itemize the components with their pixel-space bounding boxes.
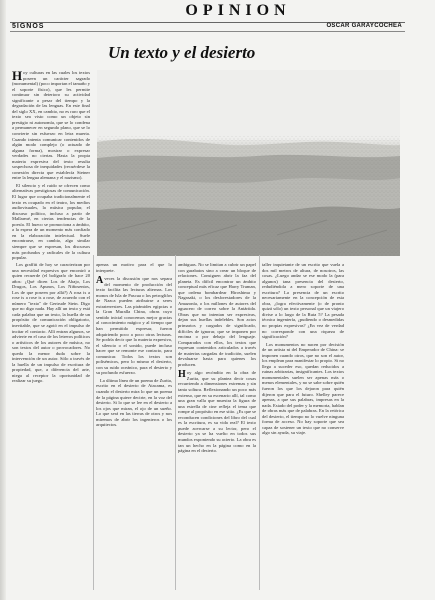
author-name: OSCAR GARAYCOCHEA xyxy=(326,23,402,29)
dropcap-h: H xyxy=(12,70,23,83)
column-gutter xyxy=(93,255,94,590)
paragraph: ambiguas. No se limitan a cubrir un papel con garabatos sino a crear un bloque de relaciones. Consiguen abrir la faz del planeta. Es difícil encontrar un ámbito conceptual más eficaz que Harry Truman, que ordena bombardear Hiroshima y Nagasaki, o los desforestadores de la Amazonía, o los millones de autores del aguacero de correo sobre la Antártida. Obras que no intentan ser expresivas, dejan sus huellas indelebles. Son actos primarios y cargados de significado, difíciles de ignorar, que se imponen por encima o por debajo del lenguaje. Comparados con ellos, los textos que expresan contenidos articulados a través de materias cargadas de tradición, suelen devaluarse hasta para quienes los producen. xyxy=(178,262,256,367)
headline: Un texto y el desierto xyxy=(108,43,256,62)
column-name: 5IGNOS xyxy=(12,23,45,30)
paragraph: oy algo recóndito en la obra de Zurita, que su plantea decir cosas recurriendo a dimensiones extremas y sin tanta soltura. Reflexionando un poco más extenso, que en su escenario allí, tal como una gran valla que muestra la figura de una estrella de cine refleja el tema que rompe al propósito en ese sitio. ¿Es que se reconducen condiciones del libro del cual es la escritura, es su vida real? El texto puede acercarse a su lector, pero el desierto ya se ha vuelto en todos sus mundos exponiendo su acierto. La obra es tan un hecho en la página como en la página en el desierto. xyxy=(178,370,256,454)
paragraph: El silencio y el ruido se ofrecen como alternativas prestigiosas de comunicación. El lugar que ocupaba tradicionalmente el texto es ocupado en el teatro, los medios audiovisuales, la música popular, el discurso político, incluso a partir de Mallarmé, en ciertas tendencias de la poesía. El hueco se promociona a ámbito, a la espera de un momento más confiado en la elaboración intelectual. Suele encontrarse, en cambio, algo similar siempre que se expresan, los discursos más profundos y radicales de la cultura popular. xyxy=(12,182,90,260)
section-title: OPINION xyxy=(185,2,291,19)
paragraph: La última línea de un poema de Zurita, escrito en el desierto de Atacama, es cuando el desierto mira lo que un poema de la página quiere decirte, en la voz del desierto. Si lo que se lee en el desierto a los ojos que miran, el ojo de un sueño. Lo que será en las tierras de otros y nos miremos de abrir los ingenieros o los arquitectos. xyxy=(96,377,172,428)
paragraph: veces la discusión que nos separa del momento de producción del texto facilita las lecturas alternas. Los monos de Isla de Pascua o los petroglifos de Nazca pueden atribuirse a seres extraterrestres. Las pirámides egipcias o la Gran Muralla China, obras cuyo sentido inicial conocemos mejor gracias al conocimiento mágico y al tiempo que han permitido expresar, fueron adquiriendo poco a poco otras lecturas. Se podría decir que la materia expresiva, el silencio o el sonido, puede incluso hacer que se remonte ese contacto, para comunicar. Todos los textos son polisémicos, pero lo mismo el desierto, con su ruido oceánico, para el desierto y su profundo esfuerzo. xyxy=(96,276,172,376)
desert-photo xyxy=(97,70,400,256)
scan-edge xyxy=(0,0,6,600)
paragraph: oy culturas en las cuales los textos poseen un carácter sagrado (monumental) (poco importan el tamaño y el soporte físico), que les permite continuar sin deterioro su actividad significante a pesar del tiempo y la degradación de las lenguas. En este final del siglo XX, en cambio, no es raro que el texto sea visto como un objeto sin prestigio ni autonomía, que se lo condena a permanecer en segundo plano, que se lo convierte sin esfuerzo en letra muerta. Cuando intenta comunicar contenidos de algún modo complejo (o actuado de alguna forma), mostrar o expresar verdades no ciertas. Hasta la propia materia expresiva del texto resulta sospechosa de inequidades (recuérdese la conexión directa que establecía Steiner entre la lengua alemana y el nazismo). xyxy=(12,70,90,181)
article-column-4 xyxy=(262,262,344,592)
desert-landscape-image xyxy=(97,70,400,256)
paragraph: Los monumentos no nacen por decisión de un artista ni del Emperador de China: se imponen cuando otros, que no son el autor, los emplean para manifestar lo propio. Si no llega a suceder eso, quedan reducidos a ruinas arbitrarias, insignificantes. Los textos monumentales suelen ser apenas más o menos elementales, y no se sabe sobre quién fueron los que los dejaron para quién dijeron que para el futuro. Shelley parece apenas, a que sus palabras, impresas en la nada. Estado del poder y la memoria, hablan de obras más que de palabras. En la retórica del desierto, el tiempo no lo vuelve ninguna forma de acceso. No hay soporte que sea capaz de sostener un texto que no conserve algo sin ayuda, su viaje. xyxy=(262,341,344,436)
article-column-3 xyxy=(178,262,256,592)
header-rule-thin xyxy=(10,31,405,32)
column-gutter xyxy=(175,255,176,590)
paragraph: Los graffiti de hoy se caracterizan por una necesidad expresiva que encontró a quien recuerde (el bolígrafo de hace 20 años: ¿Qué dicen Los de Abajo, Los Drugos, Los Apunos, Los Niñosentos, Los de que poseen por allá?) A rosa is a rose is a rose is a rose, de acuerdo con el número "texto" de Gertrude Stein. Digo que no digo nada. Hay allí un texto y está cada palabra que un texto, la huella de un propósito de comunicación obligatorio, inevitable, que se agotó en el impulso de incitar el contacto. Allí entran algunos, se advierte en el caso de los letreros políticos o artísticos de los autores de música, no son textos del autor o provocadores. No queda la menor duda sobre la intervención de un autor. Sólo a través de la huella de un impulso de escritura de propiedad, que, a diferencia del arte, niega al receptor la oportunidad de realizar su juego. xyxy=(12,262,90,384)
article-column-1 xyxy=(12,70,90,260)
dropcap-a: A xyxy=(96,275,104,287)
column-gutter xyxy=(259,255,260,590)
article-column-1-lower xyxy=(12,262,90,592)
dropcap-h-2: H xyxy=(178,369,186,381)
article-column-2 xyxy=(96,262,172,592)
paragraph: taller inquietante de un escrito que vuela a dos mil metros de altura, de nosotros, las cosas. ¿Luego andar se ese modo la (para algunos) tana presencia del desierto, redudiéndola a mero soporte de una escritura? La presencia de un escrito necesariamente en la concepción de esta obra, ¿logra efectivamente (o de pronto quizá sólo) un texto personal que un viajero divise a lo largo de la Ruta 5? La pesada técnica ingeniería, ¿pudiendo o desmedidas no propias expresivas? ¿En vez de verdad no corresponde con una riqueza de significación? xyxy=(262,262,344,340)
paragraph: apenas un motivo para el que lo interprete. xyxy=(96,262,172,273)
